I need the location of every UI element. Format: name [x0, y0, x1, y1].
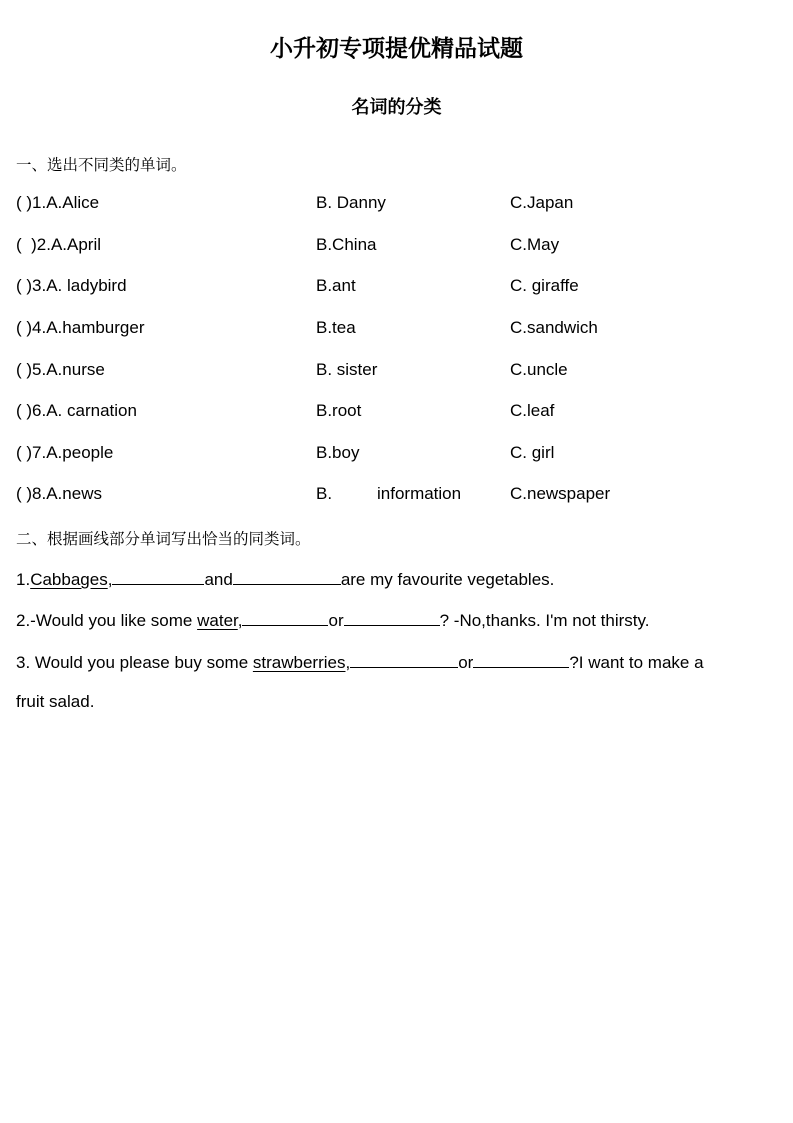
- fill-question-2: [16, 609, 649, 631]
- option-b: B. sister: [316, 360, 378, 379]
- option-a: ( )8.A.news: [16, 484, 102, 503]
- page-subtitle: 名词的分类: [351, 97, 442, 118]
- option-c: C.uncle: [510, 360, 568, 379]
- q1-and: and: [204, 570, 233, 589]
- q3-or: or: [458, 653, 474, 672]
- option-b: B.boy: [316, 443, 360, 462]
- q1-comma: ,: [107, 570, 113, 589]
- question-row: [0, 318, 793, 344]
- option-a: ( )6.A. carnation: [16, 401, 137, 420]
- option-c: C.newspaper: [510, 484, 611, 503]
- option-b: B.: [316, 484, 333, 503]
- q1-underlined-word: Cabbages: [30, 570, 108, 589]
- q3-prefix: 3. Would you please buy some: [16, 653, 253, 672]
- q3-tail: ?I want to make a: [569, 653, 704, 672]
- q2-tail: ? -No,thanks. I'm not thirsty.: [439, 611, 650, 630]
- option-a: ( )1.A.Alice: [16, 193, 100, 212]
- q2-comma: ,: [237, 611, 243, 630]
- option-c: C. giraffe: [510, 276, 579, 295]
- question-row: [0, 235, 793, 261]
- option-c: C.Japan: [510, 193, 574, 212]
- option-b: B.China: [316, 235, 377, 254]
- question-row: [0, 193, 793, 219]
- blank-field[interactable]: [473, 651, 569, 668]
- blank-field[interactable]: [242, 609, 328, 626]
- q2-underlined-word: water: [197, 611, 238, 630]
- question-row: [0, 276, 793, 302]
- q3-underlined-word: strawberries: [252, 653, 346, 672]
- q1-tail: are my favourite vegetables.: [340, 570, 555, 589]
- option-a: ( )2.A.April: [16, 235, 102, 254]
- fill-question-3-continued: fruit salad.: [16, 692, 95, 711]
- q2-or: or: [328, 611, 344, 630]
- option-b: B. Danny: [316, 193, 386, 212]
- question-row: [0, 443, 793, 469]
- section-1-heading: 一、选出不同类的单词。: [16, 156, 187, 174]
- q2-prefix: 2.-Would you like some: [16, 611, 198, 630]
- page-title: 小升初专项提优精品试题: [270, 36, 523, 62]
- option-b: B.tea: [316, 318, 356, 337]
- blank-field[interactable]: [233, 568, 341, 585]
- blank-field[interactable]: [350, 651, 458, 668]
- option-a: ( )3.A. ladybird: [16, 276, 127, 295]
- option-c: C. girl: [510, 443, 555, 462]
- question-row: [0, 360, 793, 386]
- option-a: ( )7.A.people: [16, 443, 114, 462]
- option-b-word: information: [377, 484, 462, 503]
- q3-comma: ,: [345, 653, 351, 672]
- fill-question-3: [16, 651, 704, 673]
- question-row: [0, 484, 793, 510]
- section-2-heading: 二、根据画线部分单词写出恰当的同类词。: [16, 530, 311, 548]
- option-c: C.sandwich: [510, 318, 598, 337]
- q1-prefix: 1.: [16, 570, 31, 589]
- option-a: ( )4.A.hamburger: [16, 318, 145, 337]
- fill-question-1: [16, 568, 554, 590]
- blank-field[interactable]: [344, 609, 440, 626]
- option-b: B.ant: [316, 276, 356, 295]
- option-a: ( )5.A.nurse: [16, 360, 105, 379]
- option-b: B.root: [316, 401, 362, 420]
- option-c: C.leaf: [510, 401, 555, 420]
- blank-field[interactable]: [112, 568, 204, 585]
- question-row: [0, 401, 793, 427]
- option-c: C.May: [510, 235, 560, 254]
